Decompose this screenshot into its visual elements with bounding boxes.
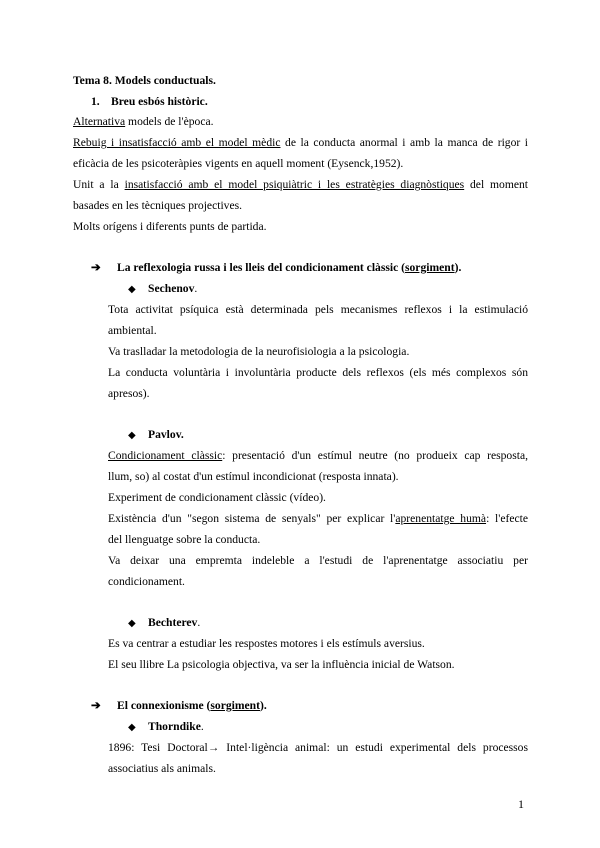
link-insatisfaccio[interactable]: insatisfacció amb el model psiquiàtric i les estratègies diagnòstiques [124, 178, 465, 191]
paragraph-line: Experiment de condicionament clàssic (vídeo). [108, 491, 326, 504]
link-sorgiment[interactable]: sorgiment [210, 699, 260, 712]
subsection-heading-reflexologia: ➔ La reflexologia russa i les lleis del condicionament clàssic (sorgiment). [91, 261, 462, 274]
section-number: 1. [91, 95, 100, 108]
paragraph-line: 1896: Tesi Doctoral→ Intel·ligència animal: un estudi experimental dels processos [108, 741, 528, 754]
link-sorgiment[interactable]: sorgiment [405, 261, 455, 274]
diamond-icon: ◆ [128, 284, 136, 295]
arrow-icon: ➔ [91, 699, 101, 712]
paragraph-line: associatius als animals. [108, 762, 216, 775]
paragraph-line: Molts orígens i diferents punts de partida. [73, 220, 267, 233]
paragraph-line: basades en les tècniques projectives. [73, 199, 243, 212]
paragraph-line: Existència d'un "segon sistema de senyals" per explicar l'aprenentatge humà: l'efecte [108, 512, 528, 525]
paragraph-line: Rebuig i insatisfacció amb el model mèdic de la conducta anormal i amb la manca de rigor i [73, 136, 529, 149]
link-alternativa[interactable]: Alternativa [73, 115, 126, 128]
paragraph-line: Va traslladar la metodologia de la neurofisiologia a la psicologia. [108, 345, 410, 358]
arrow-icon: ➔ [91, 261, 101, 274]
diamond-icon: ◆ [128, 722, 136, 733]
diamond-icon: ◆ [128, 618, 136, 629]
paragraph-line: llum, so) al costat d'un estímul incondicionat (resposta innata). [108, 470, 399, 483]
link-condicionament-classic[interactable]: Condicionament clàssic [108, 449, 223, 462]
section-title: Breu esbós històric. [111, 95, 208, 108]
link-rebuig[interactable]: Rebuig i insatisfacció amb el model mèdic [73, 136, 281, 149]
paragraph-line: Va deixar una empremta indeleble a l'estudi de l'aprenentatge associatiu per [108, 554, 528, 567]
paragraph-line: apresos). [108, 387, 150, 400]
section-heading [91, 94, 208, 110]
paragraph-line: condicionament. [108, 575, 185, 588]
author-heading-sechenov: ◆ Sechenov. [128, 281, 197, 298]
page-title: Tema 8. Models conductuals. [73, 74, 216, 87]
diamond-icon: ◆ [128, 430, 136, 441]
author-heading-bechterev: ◆ Bechterev. [128, 615, 200, 632]
paragraph-line: del llenguatge sobre la conducta. [108, 533, 261, 546]
paragraph-line: Tota activitat psíquica està determinada pels mecanismes reflexos i la estimulació [108, 303, 528, 316]
paragraph-line: Unit a la insatisfacció amb el model psiquiàtric i les estratègies diagnòstiques del moment [73, 178, 528, 191]
paragraph-line: El seu llibre La psicologia objectiva, va ser la influència inicial de Watson. [108, 658, 455, 671]
paragraph-line: ambiental. [108, 324, 157, 337]
paragraph-line: Alternativa models de l'època. [73, 115, 214, 128]
author-heading-pavlov: ◆ Pavlov. [128, 427, 184, 444]
link-aprenentatge-huma[interactable]: aprenentatge humà [395, 512, 487, 525]
page-number: 1 [518, 797, 524, 811]
author-heading-thorndike: ◆ Thorndike. [128, 719, 204, 736]
paragraph-line: Condicionament clàssic: presentació d'un estímul neutre (no produeix cap resposta, [108, 449, 528, 462]
paragraph-line: La conducta voluntària i involuntària producte dels reflexos (els més complexos són [108, 366, 528, 379]
paragraph-line: Es va centrar a estudiar les respostes motores i els estímuls aversius. [108, 637, 425, 650]
subsection-heading-connexionisme: ➔ El connexionisme (sorgiment). [91, 699, 267, 712]
paragraph-line: eficàcia de les psicoteràpies vigents en aquell moment (Eysenck,1952). [73, 157, 404, 170]
